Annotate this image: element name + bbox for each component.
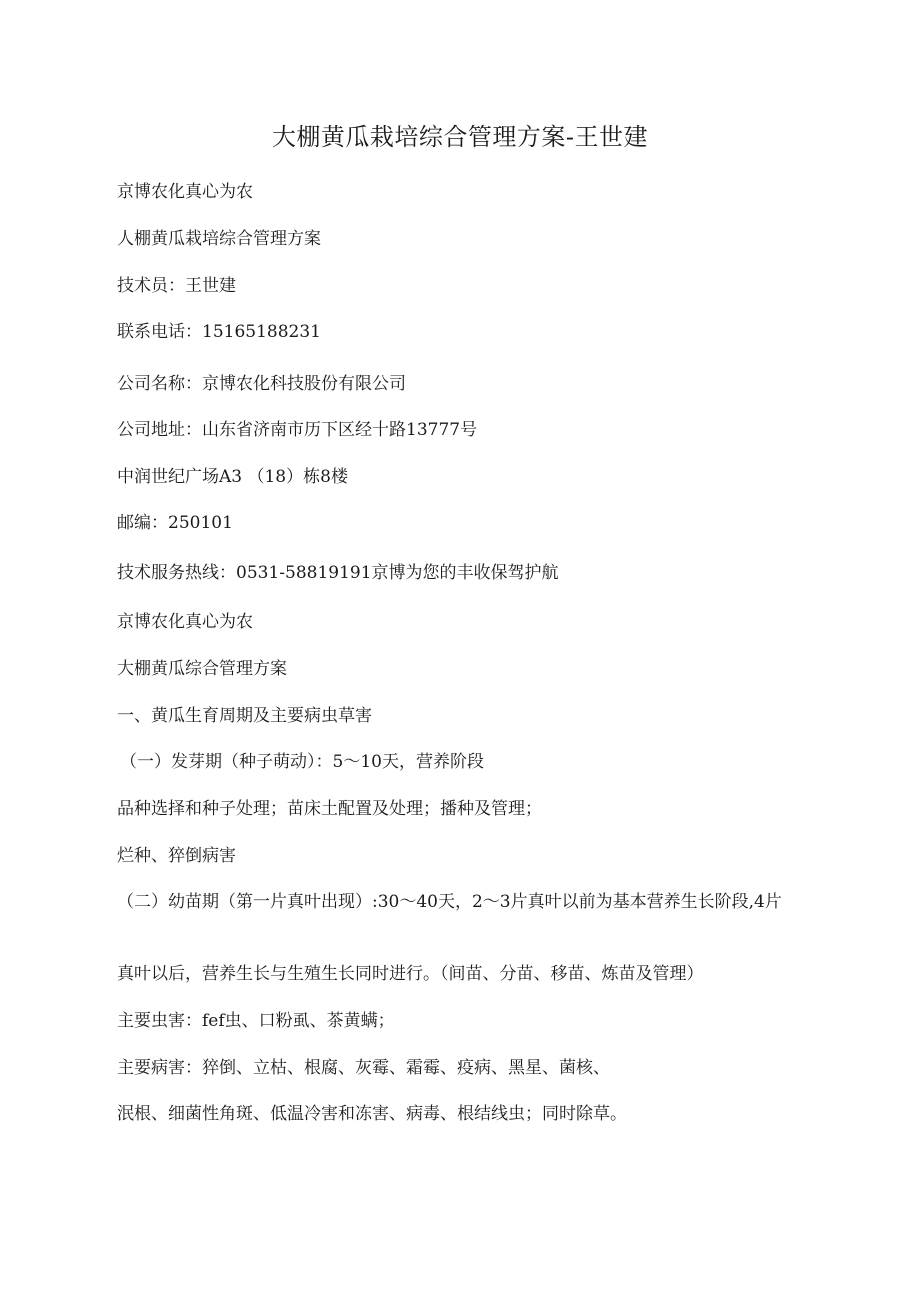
text-line-slogan: 京博农化真心为农 — [117, 182, 253, 202]
subsection-germination: （一）发芽期（种子萌动）：5～10天，营养阶段 — [120, 752, 484, 772]
text-line-seedling-growth: 真叶以后，营养生长与生殖生长同时进行。（间苗、分苗、移苗、炼苗及管理） — [117, 964, 704, 984]
text-line-plan-name: 人棚黄瓜栽培综合管理方案 — [117, 229, 321, 249]
section-heading-1: 一、黄瓜生育周期及主要病虫草害 — [117, 706, 372, 726]
text-line-slogan-2: 京博农化真心为农 — [117, 612, 253, 632]
text-line-technician: 技术员：王世建 — [117, 276, 236, 296]
text-line-main-diseases-cont: 泯根、细菌性角斑、低温冷害和冻害、病毒、根结线虫；同时除草。 — [117, 1104, 627, 1124]
document-title: 大棚黄瓜栽培综合管理方案-王世建 — [271, 123, 649, 151]
text-line-main-pests: 主要虫害：fef虫、口粉虱、茶黄螨； — [117, 1011, 395, 1031]
text-line-phone: 联系电话：15165188231 — [117, 322, 321, 342]
text-line-hotline: 技术服务热线：0531-58819191京博为您的丰收保驾护航 — [117, 563, 559, 583]
text-line-main-diseases: 主要病害：猝倒、立枯、根腐、灰霉、霜霉、疫病、黑星、菌核、 — [117, 1058, 610, 1078]
text-line-plan-heading: 大棚黄瓜综合管理方案 — [117, 659, 287, 679]
text-line-company-address: 公司地址：山东省济南市历下区经十路13777号 — [117, 420, 478, 440]
subsection-seedling: （二）幼苗期（第一片真叶出现）:30～40天，2～3片真叶以前为基本营养生长阶段,4片 — [117, 892, 782, 912]
text-line-seed-treatment: 品种选择和种子处理；苗床土配置及处理；播种及管理； — [117, 799, 542, 819]
text-line-building: 中润世纪广场A3 （18）栋8楼 — [117, 467, 348, 487]
text-line-company-name: 公司名称：京博农化科技股份有限公司 — [117, 374, 406, 394]
text-line-germination-diseases: 烂种、猝倒病害 — [117, 846, 236, 866]
text-line-postcode: 邮编：250101 — [117, 513, 233, 533]
